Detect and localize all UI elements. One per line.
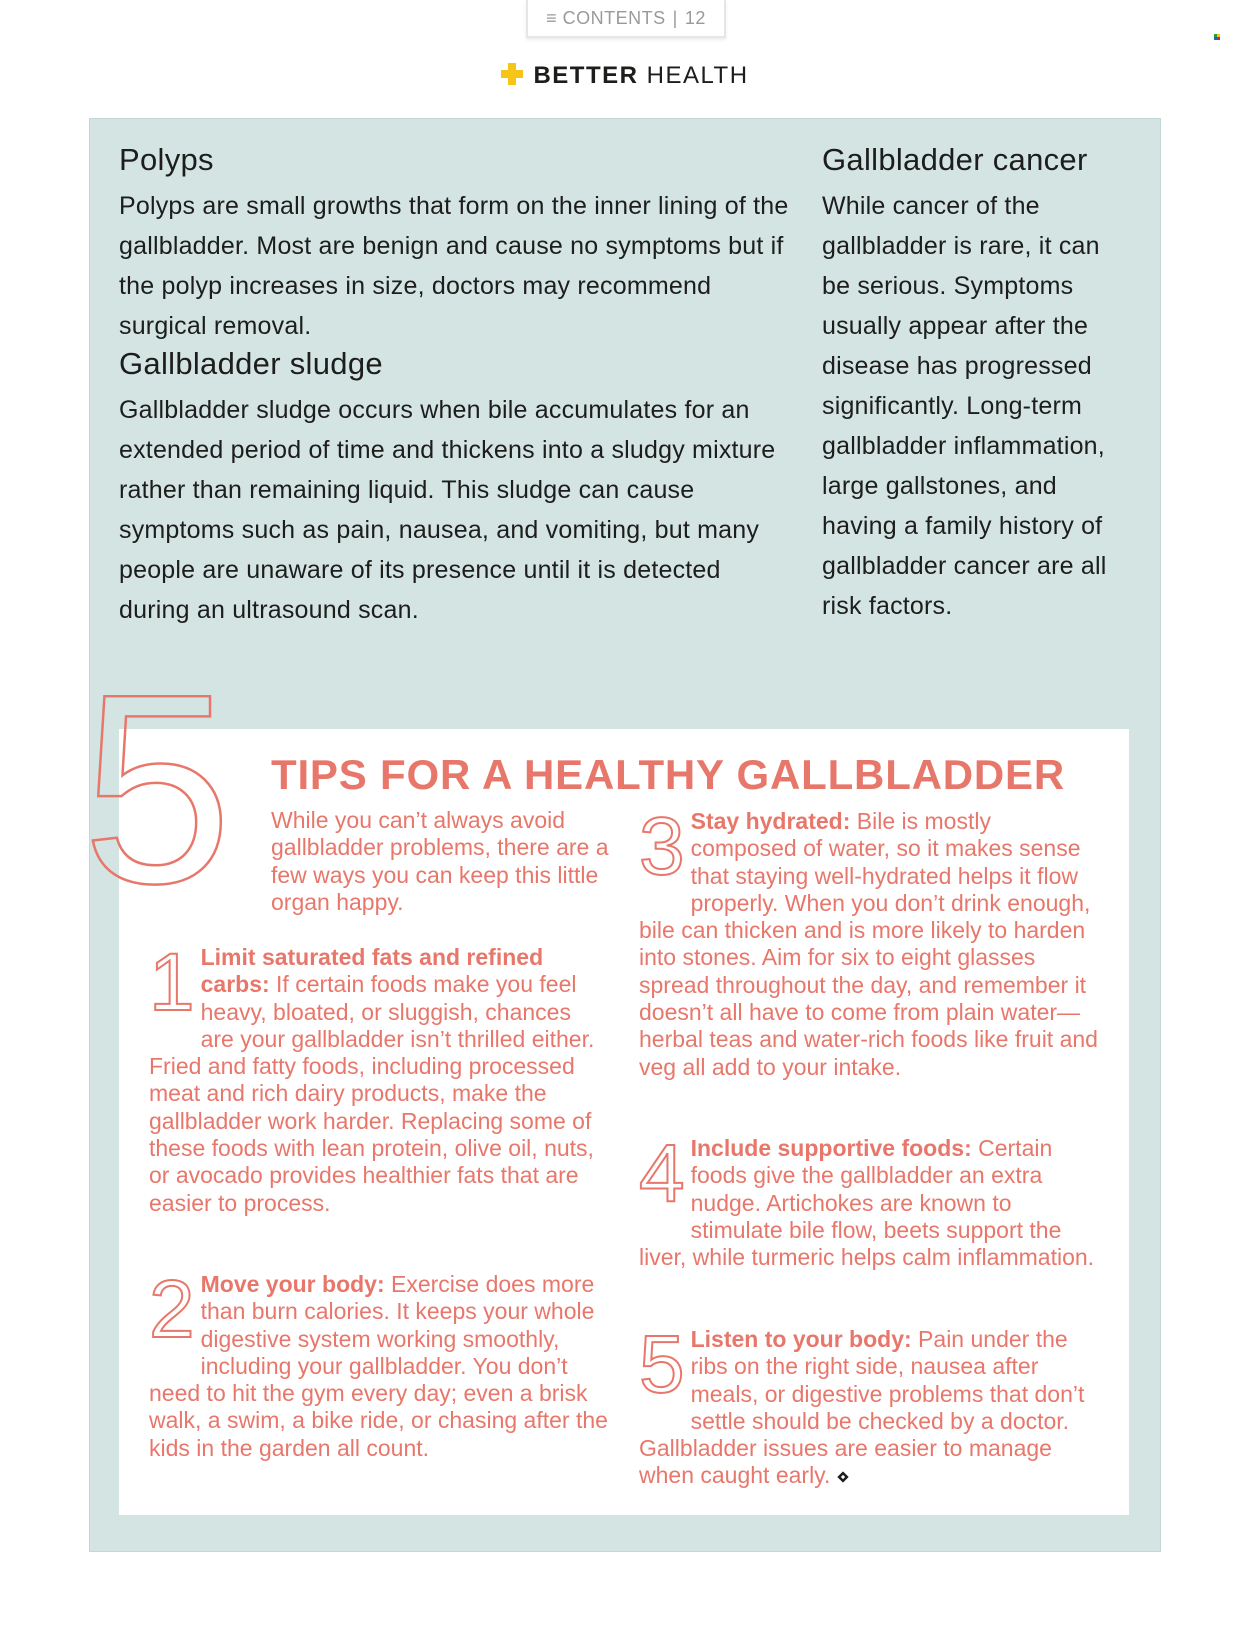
header-bold: BETTER xyxy=(533,62,639,89)
polyps-body: Polyps are small growths that form on the inner lining of the gallbladder. Most are benign and cause no symptoms but if the polyp increases in size, doctors may recommend surgical removal. xyxy=(119,192,789,340)
tip-item-4 xyxy=(639,1128,1099,1271)
tip-lead: Move your body: xyxy=(200,1271,385,1297)
contents-label: ≡ CONTENTS xyxy=(546,7,666,28)
right-column xyxy=(822,142,1132,626)
color-registration-mark xyxy=(1214,34,1220,40)
sludge-body: Gallbladder sludge occurs when bile accumulates for an extended period of time and thickens into a sludgy mixture rather than remaining liquid. This sludge can cause symptoms such as pain, nausea, and vomiting, but many people are unaware of its presence until it is detected during an ultrasound scan. xyxy=(119,396,776,624)
big-five-text: 5 xyxy=(82,639,233,940)
tip-number: 4 xyxy=(639,1128,685,1219)
tip-lead: Stay hydrated: xyxy=(690,808,851,834)
section-header xyxy=(0,62,1250,90)
big-number-five xyxy=(82,639,246,940)
tip-item-3 xyxy=(639,801,1099,1081)
tip-item-5 xyxy=(639,1319,1099,1490)
cancer-title: Gallbladder cancer xyxy=(822,142,1088,177)
tip-item-2 xyxy=(149,1264,609,1462)
plus-icon xyxy=(501,63,523,85)
tip-text: Bile is mostly composed of water, so it makes sense that staying well-hydrated helps it flow properly. When you don’t drink enough, bile can thicken and is more likely to harden into stones. Aim for six to eight glasses spread throughout the day, and remember it doesn’t all have to come from plain water—herbal teas and water-rich foods like fruit and veg all add to your intake. xyxy=(639,808,1098,1080)
cancer-body: While cancer of the gallbladder is rare, it can be serious. Symptoms usually appear after the disease has progressed significantly. Long-term gallbladder inflammation, large gallstones, and having a family history of gallbladder cancer are all risk factors. xyxy=(822,192,1107,620)
tip-text: Certain foods give the gallbladder an extra nudge. Artichokes are known to stimulate bile flow, beets support the liver, while turmeric helps calm inflammation. xyxy=(639,1135,1095,1271)
end-of-article-icon xyxy=(836,1470,850,1484)
tip-lead: Include supportive foods: xyxy=(690,1135,972,1161)
tips-title: TIPS FOR A HEALTHY GALLBLADDER xyxy=(271,751,1065,798)
header-rest: HEALTH xyxy=(646,62,749,89)
tip-number: 3 xyxy=(639,801,685,892)
sludge-title: Gallbladder sludge xyxy=(119,346,383,381)
polyps-title: Polyps xyxy=(119,142,214,177)
contents-tab[interactable] xyxy=(526,0,726,38)
tip-number: 1 xyxy=(149,937,195,1028)
tip-item-1 xyxy=(149,937,609,1217)
tips-intro: While you can’t always avoid gallbladder problems, there are a few ways you can keep this little organ happy. xyxy=(271,807,609,915)
tip-lead: Listen to your body: xyxy=(690,1326,912,1352)
tip-text: If certain foods make you feel heavy, bloated, or sluggish, chances are your gallbladder isn’t thrilled either. Fried and fatty foods, including processed meat and rich dairy products, make the gallbladder work harder. Replacing some of these foods with lean protein, olive oil, nuts, or avocado provides healthier fats that are easier to process. xyxy=(149,971,595,1216)
tip-text: Exercise does more than burn calories. It keeps your whole digestive system working smoothly, including your gallbladder. You don’t need to hit the gym every day; even a brisk walk, a swim, a bike ride, or chasing after the kids in the garden all count. xyxy=(149,1271,608,1461)
page-number: 12 xyxy=(684,7,706,28)
tip-number: 5 xyxy=(639,1319,685,1410)
separator: | xyxy=(672,7,678,28)
left-column xyxy=(119,142,789,630)
tip-lead: Limit saturated fats and refined carbs: xyxy=(200,944,544,998)
tip-number: 2 xyxy=(149,1264,195,1355)
tip-text: Pain under the ribs on the right side, nausea after meals, or digestive problems that don’t settle should be checked by a doctor. Gallbladder issues are easier to manage when caught early. xyxy=(639,1326,1085,1489)
